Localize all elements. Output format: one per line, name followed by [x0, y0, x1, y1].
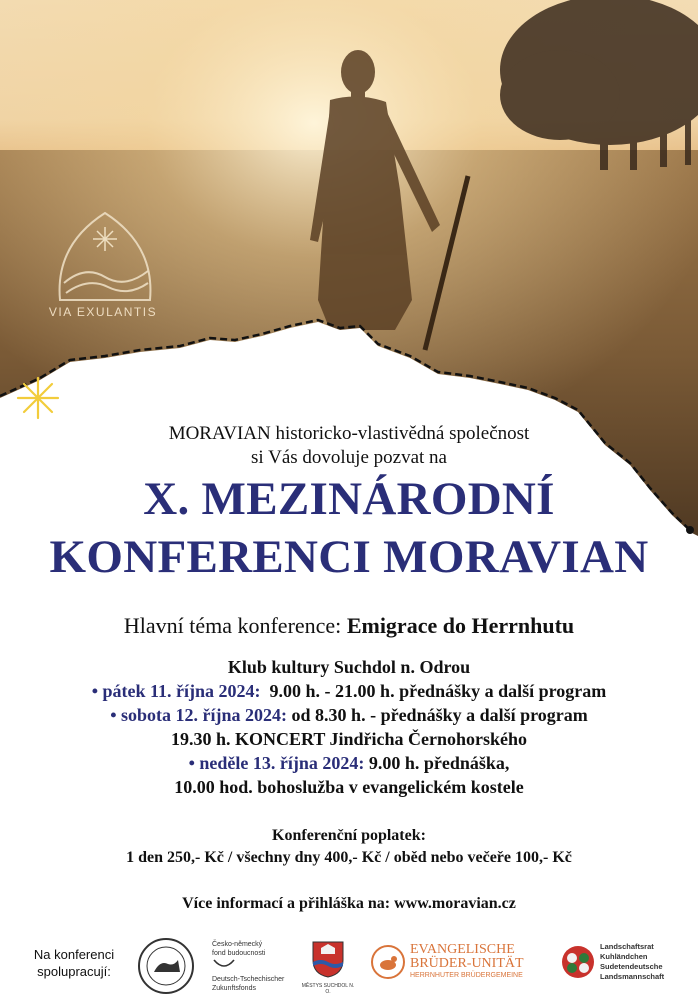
conference-fee — [0, 825, 698, 869]
schedule-text: od 8.30 h. - přednášky a další program — [291, 705, 588, 725]
intro-line-1: MORAVIAN historicko-vlastivědná společnost — [168, 423, 530, 444]
schedule-day: • sobota 12. října 2024: — [110, 705, 288, 725]
conference-theme — [0, 612, 698, 640]
schedule-text: 19.30 h. KONCERT Jindřicha Černohorského — [170, 729, 528, 749]
title-line-2: KONFERENCI MORAVIAN — [49, 531, 649, 583]
intro-line-2: si Vás dovoluje pozvat na — [251, 447, 447, 468]
star-icon — [14, 374, 62, 422]
invitation-intro — [0, 422, 698, 470]
evangelische-bruder-unitat-logo: EVANGELISCHE BRÜDER-UNITÄT HERRNHUTER BRÜDERGEMEINE — [370, 942, 545, 988]
schedule-line — [0, 751, 698, 775]
landschaftsrat-emblem-icon — [560, 944, 596, 980]
theme-value: Emigrace do Herrnhutu — [346, 613, 575, 638]
town-coat-of-arms: MĚSTYS SUCHDOL N. O. — [300, 940, 356, 995]
theme-label: Hlavní téma konference: — [123, 613, 342, 638]
schedule-line — [0, 679, 698, 703]
schedule-text: 9.00 h. - 21.00 h. přednášky a další program — [269, 681, 607, 701]
more-info: Více informací a přihláška na: www.moravian.cz — [182, 895, 516, 912]
fee-text: 1 den 250,- Kč / všechny dny 400,- Kč / oběd nebo večeře 100,- Kč — [126, 849, 572, 866]
schedule-day: • pátek 11. října 2024: — [91, 681, 261, 701]
schedule — [0, 655, 698, 799]
lamb-icon — [370, 944, 406, 980]
partners-label: Na konferenci spolupracují: — [33, 947, 115, 979]
schedule-line — [0, 703, 698, 727]
schedule-text: 9.00 h. přednáška, — [368, 753, 510, 773]
landschaftsrat-logo: Landschaftsrat Kuhländchen Sudetendeutsche Landsmannschaft — [560, 942, 690, 988]
schedule-line — [0, 727, 698, 751]
fund-arc-icon — [212, 958, 236, 972]
future-fund-logo: Česko-německý fond budoucnosti Deutsch-Tschechischer Zukunftsfonds — [212, 941, 285, 992]
schedule-text: 10.00 hod. bohoslužba v evangelickém kostele — [174, 777, 524, 797]
logo-text: VIA EXULANTIS — [48, 305, 158, 319]
fee-label: Konferenční poplatek: — [272, 827, 426, 844]
coat-of-arms-icon — [311, 940, 345, 978]
venue: Klub kultury Suchdol n. Odrou — [227, 657, 471, 677]
title-line-1: X. MEZINÁRODNÍ — [143, 473, 555, 525]
schedule-line — [0, 775, 698, 799]
schedule-day: • neděle 13. října 2024: — [188, 753, 365, 773]
moravian-seal-icon — [136, 936, 196, 996]
